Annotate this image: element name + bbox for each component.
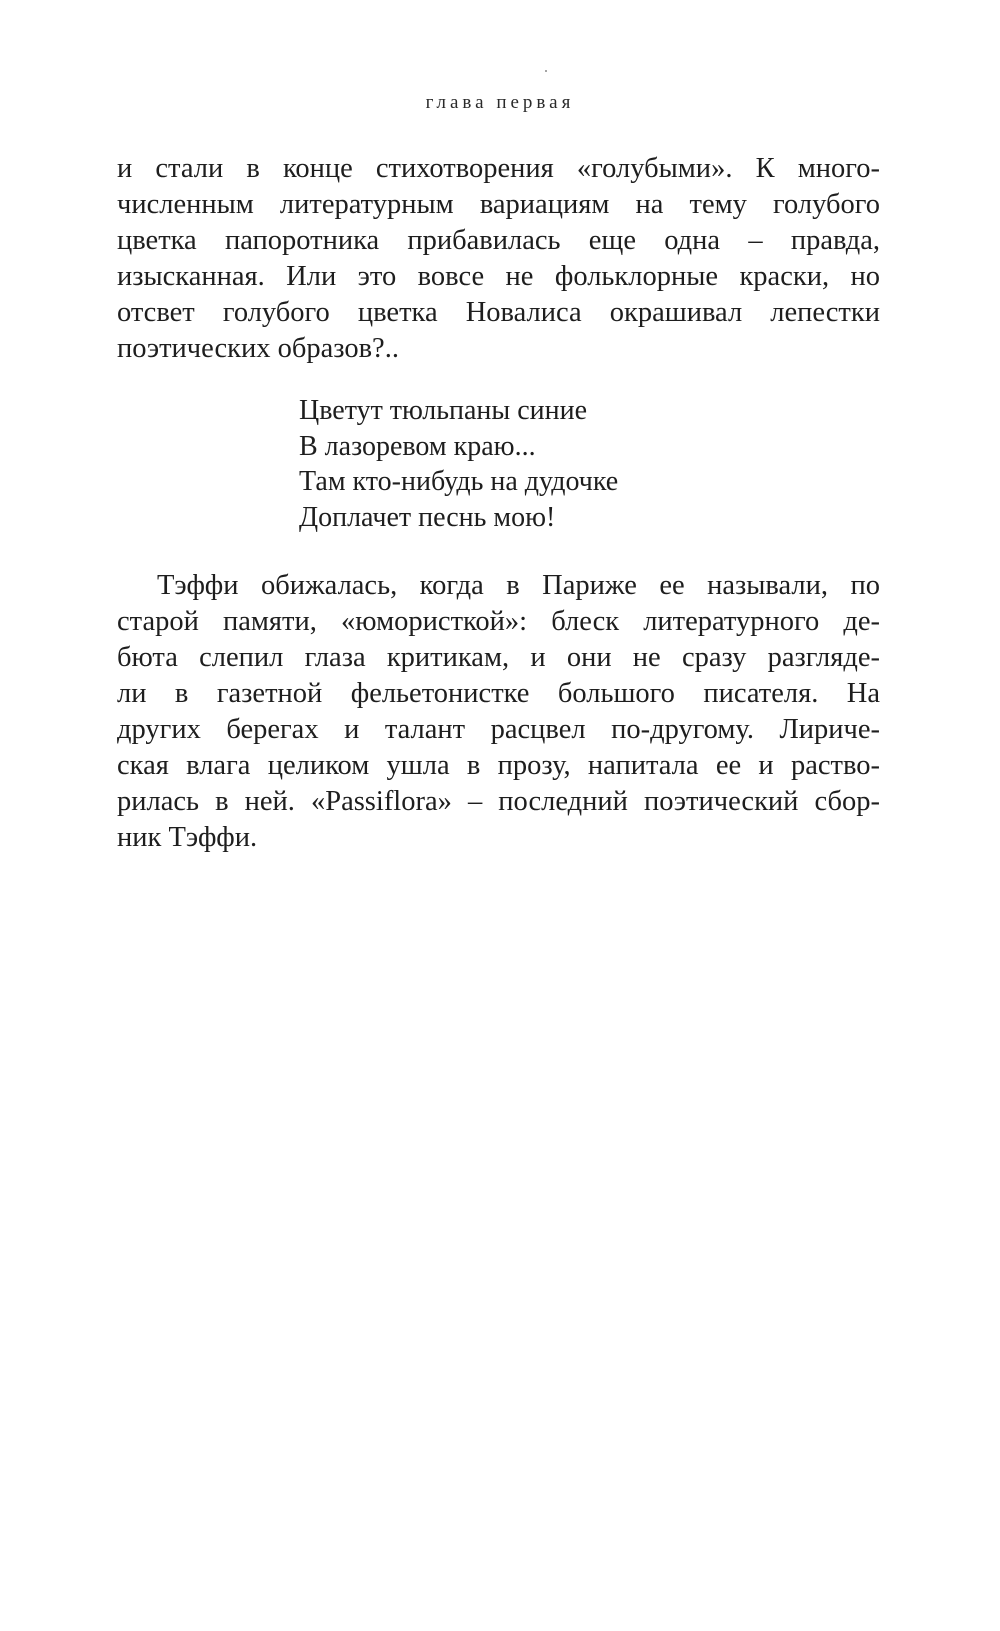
text-line: других берегах и талант расцвел по-другому. Лириче- xyxy=(117,714,880,745)
running-head: глава первая xyxy=(425,92,575,113)
text-line: и стали в конце стихотворения «голубыми». К много- xyxy=(117,153,880,184)
text-line: изысканная. Или это вовсе не фольклорные краски, но xyxy=(117,261,880,292)
text-line: численным литературным вариациям на тему голубого xyxy=(117,189,880,220)
text-line: отсвет голубого цветка Новалиса окрашивал лепестки xyxy=(117,297,880,328)
verse-line: Цветут тюльпаны синие xyxy=(299,395,588,426)
text-line: Тэффи обижалась, когда в Париже ее называли, по xyxy=(157,570,880,601)
paragraph-2 xyxy=(117,568,880,856)
text-line: цветка папоротника прибавилась еще одна – правда, xyxy=(117,225,880,256)
text-line: старой памяти, «юмористкой»: блеск литературного де- xyxy=(117,606,880,637)
paragraph-1 xyxy=(117,151,880,367)
print-speck xyxy=(545,70,547,72)
text-line: поэтических образов?.. xyxy=(117,333,399,364)
verse-quote xyxy=(299,393,618,535)
verse-line: Доплачет песнь мою! xyxy=(299,501,556,533)
text-line: ли в газетной фельетонистке большого писателя. На xyxy=(117,678,880,709)
verse-line: В лазоревом краю... xyxy=(299,430,536,462)
text-line: ская влага целиком ушла в прозу, напитала ее и раство- xyxy=(117,750,880,781)
text-line: бюта слепил глаза критикам, и они не сразу разгляде- xyxy=(117,642,880,673)
verse-line: Там кто-нибудь на дудочке xyxy=(299,466,619,497)
text-line: рилась в ней. «Passiflora» – последний поэтический сбор- xyxy=(117,786,880,817)
text-line: ник Тэффи. xyxy=(117,822,258,853)
